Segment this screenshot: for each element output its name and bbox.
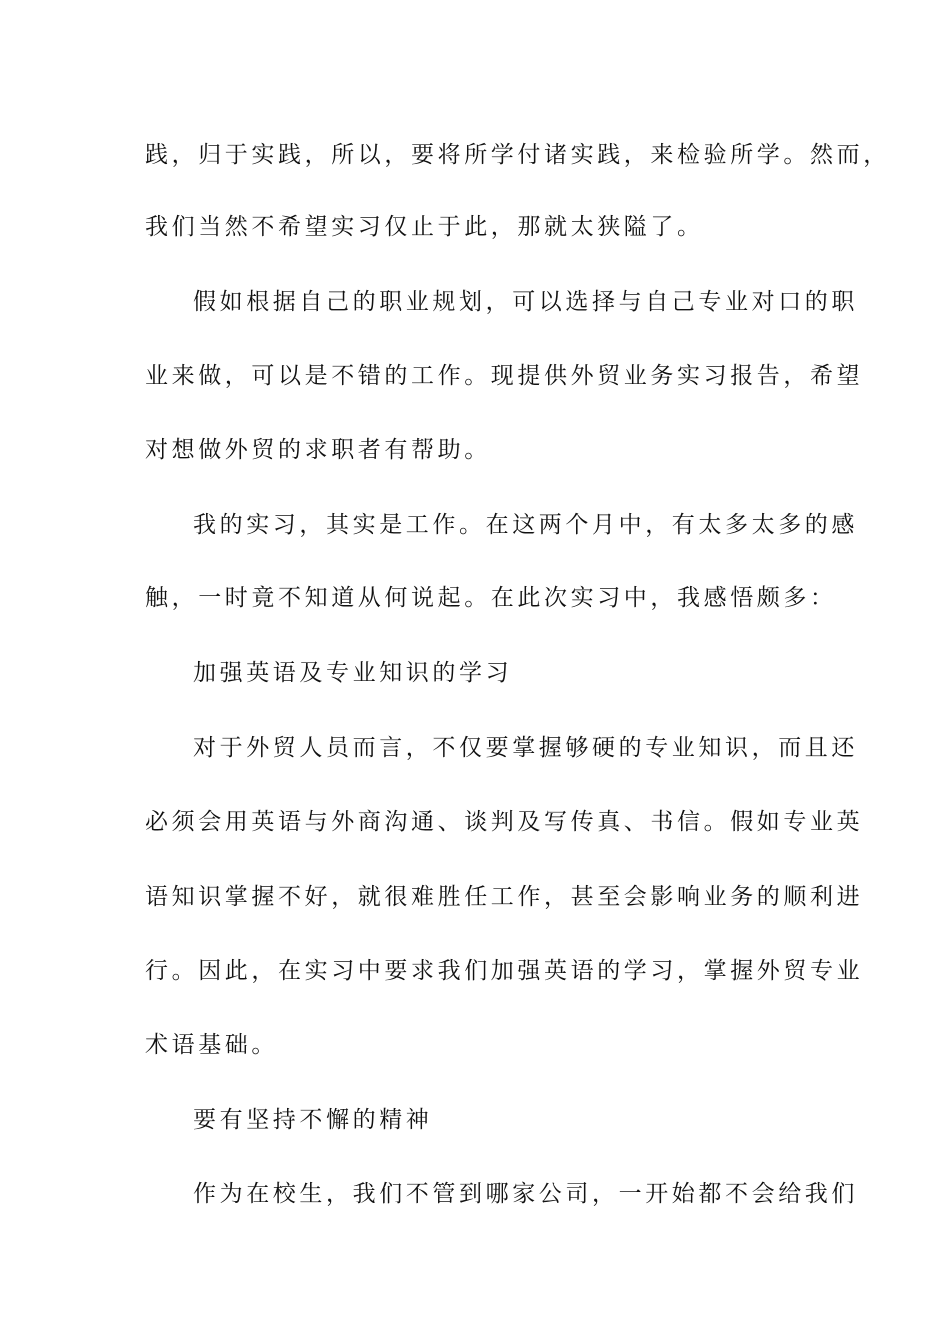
paragraph-line: 我的实习，其实是工作。在这两个月中，有太多太多的感: [193, 512, 858, 538]
paragraph-line: 践，归于实践，所以，要将所学付诸实践，来检验所学。然而，: [145, 142, 890, 168]
paragraph-line: 假如根据自己的职业规划，可以选择与自己专业对口的职: [193, 289, 858, 315]
section-heading: 加强英语及专业知识的学习: [193, 660, 513, 686]
paragraph-line: 术语基础。: [145, 1032, 278, 1058]
paragraph-line: 触，一时竟不知道从何说起。在此次实习中，我感悟颇多：: [145, 585, 837, 611]
paragraph-line: 必须会用英语与外商沟通、谈判及写传真、书信。假如专业英: [145, 809, 864, 835]
paragraph-line: 我们当然不希望实习仅止于此，那就太狭隘了。: [145, 214, 704, 240]
paragraph-line: 行。因此，在实习中要求我们加强英语的学习，掌握外贸专业: [145, 958, 864, 984]
section-heading: 要有坚持不懈的精神: [193, 1107, 433, 1133]
paragraph-line: 对想做外贸的求职者有帮助。: [145, 437, 491, 463]
paragraph-line: 对于外贸人员而言，不仅要掌握够硬的专业知识，而且还: [193, 735, 858, 761]
paragraph-line: 业来做，可以是不错的工作。现提供外贸业务实习报告，希望: [145, 363, 864, 389]
paragraph-line: 作为在校生，我们不管到哪家公司，一开始都不会给我们: [193, 1181, 858, 1207]
paragraph-line: 语知识掌握不好，就很难胜任工作，甚至会影响业务的顺利进: [145, 884, 864, 910]
